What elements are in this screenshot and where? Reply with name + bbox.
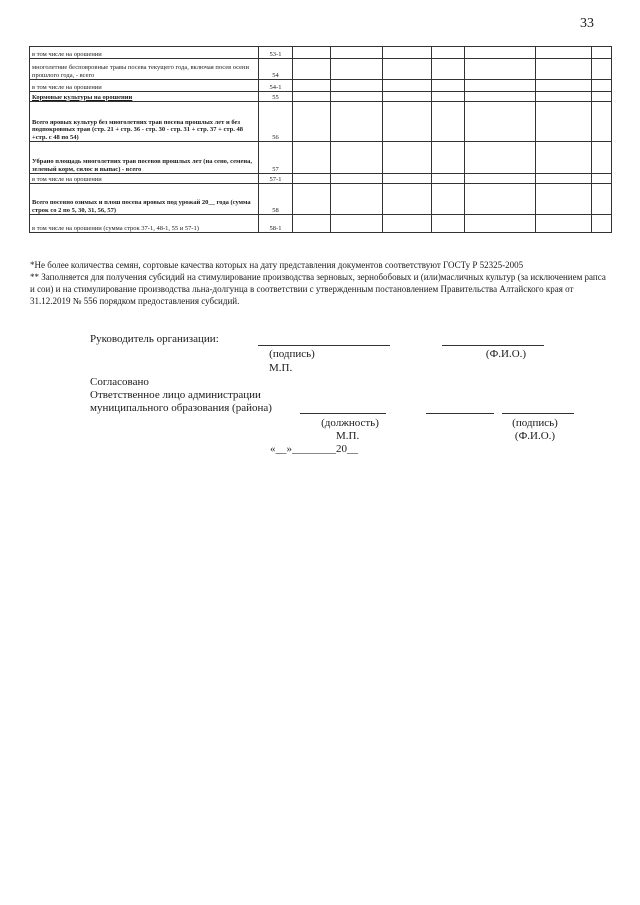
position-caption: (должность)	[321, 417, 379, 429]
official-line-2: муниципального образования (района)	[90, 402, 272, 414]
value-cell	[592, 59, 612, 80]
value-cell	[383, 80, 432, 92]
value-cell	[293, 174, 331, 184]
value-cell	[383, 59, 432, 80]
value-cell	[383, 92, 432, 102]
row-label: Всего яровых культур без многолетних трав посева прошлых лет и без подпокровных трав (стр. 21 + стр. 36 - стр. 30 - стр. 31 + стр. 37 + стр. 48 +стр. с 48 по 54)	[30, 102, 259, 142]
name-caption-2: (Ф.И.О.)	[514, 430, 556, 442]
row-label: в том числе на орошении	[30, 80, 259, 92]
row-label: в том числе на орошении	[30, 174, 259, 184]
row-label: многолетние бесповровные травы посева текущего года, включая посев осени прошлого года, - всего	[30, 59, 259, 80]
value-cell	[592, 142, 612, 174]
value-cell	[432, 174, 465, 184]
value-cell	[536, 215, 592, 233]
value-cell	[293, 80, 331, 92]
value-cell	[331, 47, 383, 59]
value-cell	[331, 102, 383, 142]
row-code: 55	[259, 92, 293, 102]
footnote-2: ** Заполняется для получения субсидий на стимулирование производства зерновых, зернобобовых и (или)масличных культур (за исключением рапса и сои) и на стимулирование производства льна-долгунца в соответствии с утвержденным постановлением Правительства Алтайского края от 31.12.2019 № 556 порядком предоставления субсидий.	[30, 272, 606, 306]
value-cell	[536, 142, 592, 174]
row-code: 57	[259, 142, 293, 174]
value-cell	[465, 142, 536, 174]
row-label: в том числе на орошении	[30, 47, 259, 59]
value-cell	[383, 102, 432, 142]
table-row	[30, 142, 612, 174]
value-cell	[293, 59, 331, 80]
value-cell	[432, 215, 465, 233]
report-table	[29, 46, 612, 233]
value-cell	[331, 92, 383, 102]
stamp-1: М.П.	[269, 362, 293, 374]
value-cell	[293, 142, 331, 174]
value-cell	[465, 184, 536, 215]
value-cell	[383, 174, 432, 184]
value-cell	[432, 47, 465, 59]
value-cell	[293, 92, 331, 102]
value-cell	[432, 80, 465, 92]
value-cell	[592, 184, 612, 215]
value-cell	[592, 47, 612, 59]
row-code: 53-1	[259, 47, 293, 59]
value-cell	[536, 59, 592, 80]
table-row	[30, 59, 612, 80]
official-name-line	[502, 413, 574, 414]
value-cell	[592, 80, 612, 92]
name-caption: (Ф.И.О.)	[485, 348, 527, 360]
value-cell	[465, 102, 536, 142]
value-cell	[592, 215, 612, 233]
table-row	[30, 102, 612, 142]
value-cell	[465, 174, 536, 184]
value-cell	[383, 142, 432, 174]
table-row	[30, 174, 612, 184]
row-code: 54-1	[259, 80, 293, 92]
row-label: Всего посевно озимых и плош посева яровых под урожай 20__ года (сумма строк со 2 по 5, 30, 31, 56, 57)	[30, 184, 259, 215]
footnotes	[30, 259, 612, 307]
value-cell	[383, 47, 432, 59]
value-cell	[331, 184, 383, 215]
row-code: 58-1	[259, 215, 293, 233]
value-cell	[331, 142, 383, 174]
value-cell	[536, 92, 592, 102]
table-row	[30, 92, 612, 102]
value-cell	[293, 102, 331, 142]
value-cell	[293, 184, 331, 215]
value-cell	[383, 215, 432, 233]
date-line: «__»________20__	[270, 443, 358, 455]
row-code: 54	[259, 59, 293, 80]
signature-caption: (подпись)	[269, 348, 315, 360]
value-cell	[432, 142, 465, 174]
row-code: 56	[259, 102, 293, 142]
value-cell	[536, 174, 592, 184]
row-code: 57-1	[259, 174, 293, 184]
head-name-line	[442, 345, 544, 346]
table-row	[30, 184, 612, 215]
position-line	[300, 413, 386, 414]
head-label: Руководитель организации:	[90, 333, 219, 345]
value-cell	[465, 215, 536, 233]
official-signature-line	[426, 413, 494, 414]
value-cell	[331, 215, 383, 233]
page-number: 33	[580, 16, 594, 31]
row-label: Кормовые культуры на орошении	[30, 92, 259, 102]
value-cell	[432, 92, 465, 102]
value-cell	[293, 47, 331, 59]
value-cell	[536, 47, 592, 59]
value-cell	[592, 92, 612, 102]
table-row	[30, 47, 612, 59]
value-cell	[592, 102, 612, 142]
value-cell	[465, 47, 536, 59]
signature-caption-2: (подпись)	[512, 417, 558, 429]
value-cell	[536, 102, 592, 142]
footnote-1: *Не более количества семян, сортовые качества которых на дату представления документов соответствуют ГОСТу Р 52325-2005	[30, 260, 524, 270]
agreed-label: Согласовано	[90, 376, 149, 388]
value-cell	[383, 184, 432, 215]
value-cell	[331, 59, 383, 80]
value-cell	[536, 80, 592, 92]
value-cell	[465, 92, 536, 102]
value-cell	[432, 184, 465, 215]
value-cell	[331, 174, 383, 184]
value-cell	[592, 174, 612, 184]
value-cell	[331, 80, 383, 92]
value-cell	[465, 80, 536, 92]
value-cell	[293, 215, 331, 233]
official-line-1: Ответственное лицо администрации	[90, 389, 261, 401]
value-cell	[432, 59, 465, 80]
head-signature-line	[258, 345, 390, 346]
table-row	[30, 215, 612, 233]
row-code: 58	[259, 184, 293, 215]
value-cell	[536, 184, 592, 215]
value-cell	[465, 59, 536, 80]
row-label: в том числе на орошении (сумма строк 37-1, 48-1, 55 и 57-1)	[30, 215, 259, 233]
value-cell	[432, 102, 465, 142]
table-row	[30, 80, 612, 92]
stamp-2: М.П.	[336, 430, 360, 442]
row-label: Убрано площадь многолетних трав посевов прошлых лет (на сено, семена, зеленый корм, силос и выпас) - всего	[30, 142, 259, 174]
